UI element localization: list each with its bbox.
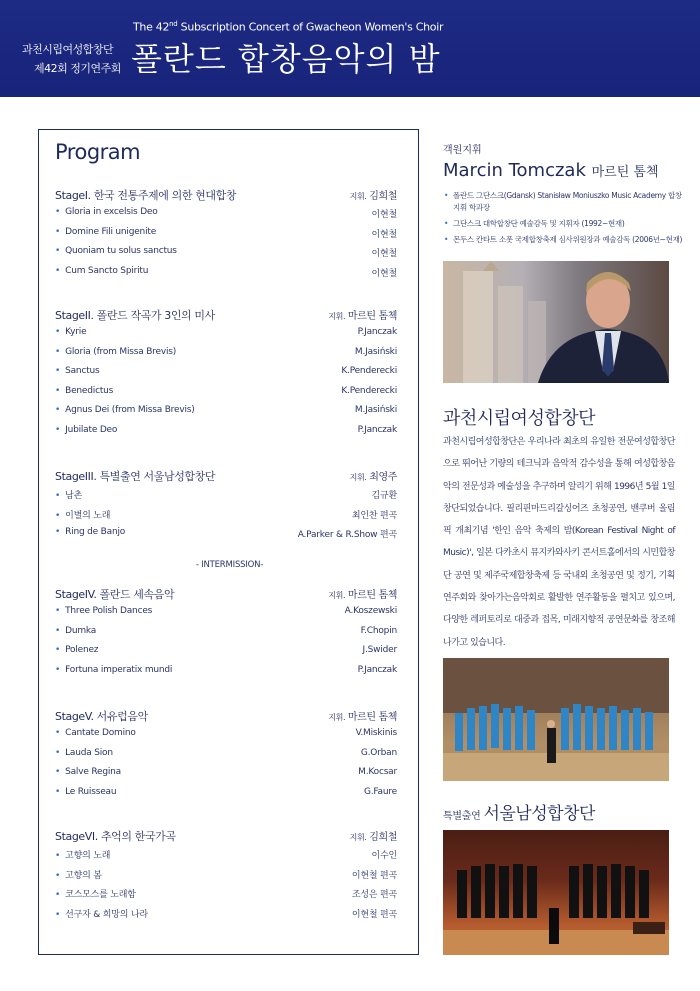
program-piece — [55, 728, 395, 748]
stage-director — [350, 828, 397, 843]
piece-composer: 최인찬 편곡 — [351, 510, 397, 521]
piece-composer: A.Parker & R.Show 편곡 — [297, 530, 397, 540]
piece-composer: 조성은 편곡 — [351, 890, 397, 900]
piece-title: • Cum Sancto Spiritu — [55, 266, 148, 276]
program-piece — [55, 868, 395, 888]
program-piece — [55, 246, 395, 266]
piece-composer: V.Miskinis — [355, 728, 397, 738]
men-choir-photo — [443, 830, 669, 955]
program-piece — [55, 748, 395, 768]
program-stage — [55, 586, 395, 684]
program-piece — [55, 508, 395, 528]
director-label: 지휘. — [349, 473, 367, 482]
piece-composer: K.Penderecki — [341, 366, 397, 376]
stage-director — [328, 307, 397, 322]
choir-name: 과천시립여성합창단 — [22, 43, 114, 56]
program-piece — [55, 606, 395, 626]
bio-item: • 몬두스 칸타트 소폿 국제합창축제 심사위원장과 예술감독 (2006년~현재) — [443, 234, 683, 246]
conductor-photo — [443, 261, 669, 383]
piece-title: • Polenez — [55, 645, 98, 655]
program-piece — [55, 488, 395, 508]
program-stage — [55, 468, 395, 547]
piece-composer: 이현철 — [371, 249, 397, 259]
piece-title: • Salve Regina — [55, 767, 121, 777]
piece-composer: F.Chopin — [360, 625, 397, 636]
program-piece — [55, 645, 395, 665]
program-piece — [55, 207, 395, 227]
piece-composer: G.Faure — [363, 786, 397, 797]
piece-composer: A.Koszewski — [344, 606, 397, 616]
director-name: 마르틴 톰첵 — [347, 712, 397, 723]
program-piece — [55, 767, 395, 787]
program-box — [38, 129, 419, 955]
piece-composer: 이현철 — [371, 268, 397, 279]
director-name: 마르틴 톰첵 — [347, 590, 397, 601]
piece-title: • Gloria in excelsis Deo — [55, 207, 158, 217]
program-piece — [55, 907, 395, 927]
bio-item: • 폴란드 그단스크(Gdansk) Stanisław Moniuszko Music Academy 합창지휘 학과장 — [443, 190, 683, 214]
stage-header — [55, 708, 395, 728]
program-piece — [55, 227, 395, 247]
piece-composer: 이현철 — [371, 210, 397, 220]
header-banner — [0, 0, 700, 97]
stage-header — [55, 586, 395, 606]
program-stage — [55, 708, 395, 806]
intermission: - INTERMISSION- — [195, 560, 264, 570]
piece-composer: 이현철 편곡 — [351, 870, 397, 881]
stage-director — [350, 187, 397, 202]
director-name: 마르틴 톰첵 — [347, 311, 397, 322]
program-piece — [55, 386, 395, 406]
gwacheon-body: 과천시립여성합창단은 우리나라 최초의 유일한 전문여성합창단으로 뛰어난 기량의 테크닉과 음악적 감수성을 통해 여성합창음악의 전문성과 예술성을 추구하며 알리기 위해 1996년 5월 1일 창단되었습니다. 필리핀마드리갈싱어즈 초청공연, 밴쿠버 올림픽 개최기념 '한인 음악 축제의 밤(Korean Festival Night of Music)', 일본 다카초시 뮤지카와사키 콘서트홀에서의 시민합창단 공연 및 제주국제합창축제 등 국내외 초청공연 및 정기, 기획연주회와 찾아가는음악회로 활발한 연주활동을 펼치고 있으며, 다양한 레퍼토리로 대중과 접목, 미래지향적 공연문화를 창조해 나가고 있습니다. — [443, 437, 675, 648]
piece-title: • Cantate Domino — [55, 728, 136, 738]
program-piece — [55, 327, 395, 347]
subtitle-post: Subscription Concert of Gwacheon Women's Choir — [177, 20, 444, 34]
piece-title: • Lauda Sion — [55, 748, 113, 758]
bio-item: • 그단스크 대학합창단 예술감독 및 지휘자 (1992~현재) — [443, 218, 683, 230]
piece-composer: M.Kocsar — [358, 767, 397, 777]
piece-title: • Agnus Dei (from Missa Brevis) — [55, 405, 195, 415]
piece-title: • Jubilate Deo — [55, 425, 117, 435]
concert-title: 폴란드 합창음악의 밤 — [131, 40, 441, 78]
program-piece — [55, 665, 395, 685]
stage-title: StageV. 서유럽음악 — [55, 710, 148, 723]
piece-title: • 남촌 — [55, 488, 82, 501]
stage-header — [55, 828, 395, 848]
piece-title: • 코스모스를 노래함 — [55, 887, 136, 900]
piece-title: • 이별의 노래 — [55, 508, 110, 521]
piece-composer: 이수인 — [371, 851, 397, 861]
stage-title: StageVI. 추억의 한국가곡 — [55, 830, 176, 843]
director-name: 김희철 — [369, 832, 397, 843]
piece-composer: P.Janczak — [357, 664, 397, 675]
special-label: 특별출연 — [443, 811, 481, 822]
guest-name-en: Marcin Tomczak — [443, 160, 586, 181]
guest-bio — [443, 190, 683, 250]
piece-composer: M.Jasiński — [354, 405, 397, 415]
stage-header — [55, 307, 395, 327]
subtitle-pre: The 42 — [133, 20, 170, 34]
program-stage — [55, 307, 395, 444]
piece-title: • Domine Fili unigenite — [55, 227, 156, 237]
program-stage — [55, 187, 395, 285]
program-piece — [55, 626, 395, 646]
subtitle-sup: nd — [169, 20, 178, 28]
guest-conductor-name — [443, 160, 659, 181]
stage-director — [350, 468, 397, 483]
piece-composer: P.Janczak — [357, 327, 397, 337]
piece-title: • 고향의 노래 — [55, 848, 110, 861]
men-choir-photo-art — [443, 830, 669, 955]
concert-subtitle — [133, 20, 443, 34]
director-name: 최영주 — [369, 472, 397, 483]
director-label: 지휘. — [349, 833, 367, 842]
women-choir-photo — [443, 658, 669, 781]
piece-title: • Fortuna imperatix mundi — [55, 665, 172, 675]
director-label: 지휘. — [328, 312, 346, 321]
piece-title: • Le Ruisseau — [55, 787, 116, 797]
director-label: 지휘. — [328, 713, 346, 722]
program-piece — [55, 848, 395, 868]
stage-title: StageIV. 폴란드 세속음악 — [55, 588, 175, 601]
piece-composer: G.Orban — [360, 747, 397, 758]
piece-composer: J.Swider — [362, 645, 397, 655]
piece-title: • Dumka — [55, 626, 96, 636]
piece-title: • 고향의 봄 — [55, 868, 102, 881]
director-name: 김희철 — [369, 191, 397, 202]
gwacheon-title: 과천시립여성합창단 — [443, 408, 595, 429]
stage-header — [55, 468, 395, 488]
piece-title: • Gloria (from Missa Brevis) — [55, 347, 176, 357]
women-choir-photo-art — [443, 658, 669, 781]
piece-title: • Kyrie — [55, 327, 86, 337]
stage-title: StageI. 한국 전통주제에 의한 현대합창 — [55, 189, 237, 202]
conductor-photo-art — [443, 261, 669, 383]
piece-title: • Benedictus — [55, 386, 113, 396]
program-title: Program — [55, 140, 141, 164]
concert-number: 제42회 정기연주회 — [34, 62, 121, 75]
program-piece — [55, 527, 395, 547]
program-piece — [55, 347, 395, 367]
stage-director — [328, 586, 397, 601]
program-piece — [55, 887, 395, 907]
program-piece — [55, 266, 395, 286]
guest-name-ko: 마르틴 톰첵 — [591, 165, 659, 180]
piece-title: • 선구자 & 희망의 나라 — [55, 907, 148, 920]
guest-label: 객원지휘 — [443, 145, 482, 156]
program-piece — [55, 425, 395, 445]
stage-title: StageIII. 특별출연 서울남성합창단 — [55, 470, 216, 483]
program-piece — [55, 787, 395, 807]
program-piece — [55, 366, 395, 386]
piece-composer: K.Penderecki — [341, 385, 397, 396]
piece-title: • Sanctus — [55, 366, 100, 376]
piece-composer: 이현철 편곡 — [351, 909, 397, 920]
special-name: 서울남성합창단 — [483, 804, 595, 824]
program-stage — [55, 828, 395, 926]
piece-title: • Quoniam tu solus sanctus — [55, 246, 177, 256]
piece-title: • Three Polish Dances — [55, 606, 152, 616]
piece-composer: P.Janczak — [357, 424, 397, 435]
director-label: 지휘. — [349, 192, 367, 201]
piece-composer: 김규환 — [371, 491, 397, 501]
special-guest-title — [443, 799, 595, 824]
piece-composer: M.Jasiński — [354, 346, 397, 357]
director-label: 지휘. — [328, 591, 346, 600]
piece-title: • Ring de Banjo — [55, 527, 125, 537]
stage-header — [55, 187, 395, 207]
program-piece — [55, 405, 395, 425]
piece-composer: 이현철 — [371, 229, 397, 240]
stage-title: StageII. 폴란드 작곡가 3인의 미사 — [55, 309, 215, 322]
stage-director — [328, 708, 397, 723]
